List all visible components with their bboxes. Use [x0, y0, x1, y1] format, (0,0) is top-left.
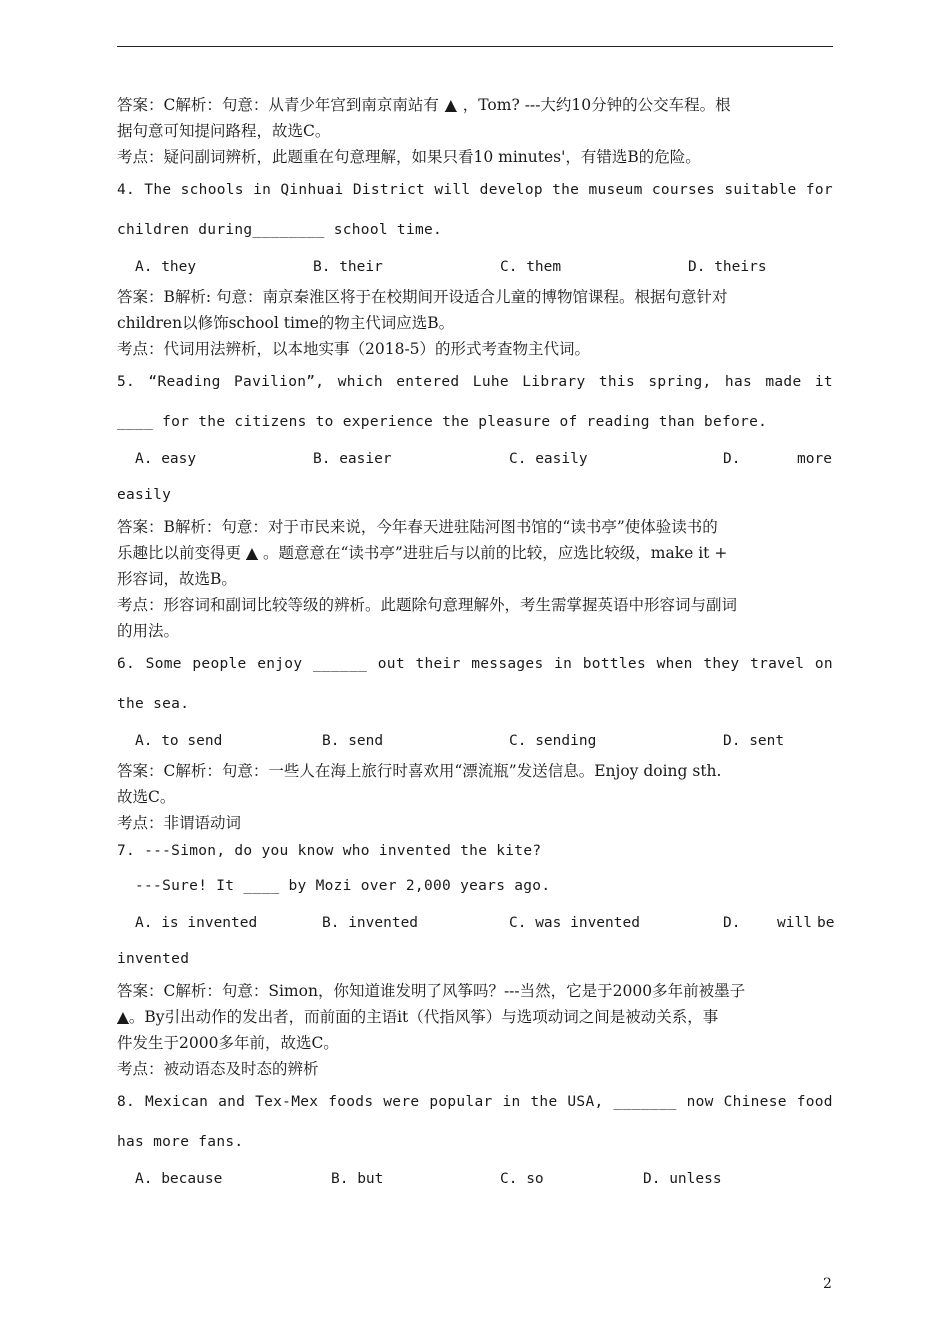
- question-7-line2: ---Sure! It ____ by Mozi over 2,000 years ago.: [135, 878, 551, 894]
- question-word: were: [383, 1094, 420, 1110]
- question-8-options: [117, 1162, 833, 1196]
- answer-7: 答案：C解析：句意：Simon，你知道谁发明了风筝吗？---当然，它是于2000多年前被墨子: [117, 982, 746, 1000]
- question-word: and: [218, 1094, 246, 1110]
- question-word: spring,: [648, 374, 712, 390]
- answer-text: 。By引出动作的发出者，而前面的主语it（代指风筝）与选项动词之间是被动关系，事: [128, 1008, 719, 1026]
- blank-triangle: ▲: [246, 544, 258, 562]
- question-word: The: [144, 182, 172, 198]
- question-word: will: [434, 182, 471, 198]
- question-word: Luhe: [472, 374, 509, 390]
- question-5-line1: [117, 362, 833, 402]
- blank-triangle: ▲: [117, 1008, 129, 1026]
- question-word: bottles: [582, 656, 646, 672]
- question-word: now: [686, 1094, 714, 1110]
- question-word: Qinhuai: [280, 182, 344, 198]
- question-word: popular: [429, 1094, 493, 1110]
- answer-text: ，Tom? ---大约10分钟的公交车程。根: [462, 96, 731, 114]
- answer-4: 答案：B解析: 句意：南京秦淮区将于在校期间开设适合儿童的博物馆课程。根据句意针对: [117, 288, 728, 306]
- option-c: C. easily: [509, 451, 588, 467]
- question-word: Tex-Mex: [255, 1094, 319, 1110]
- header-rule: [117, 46, 833, 47]
- answer-text: [117, 1004, 833, 1030]
- question-word: museum: [588, 182, 643, 198]
- key-point-5: 考点：形容词和副词比较等级的辨析。此题除句意理解外，考生需掌握英语中形容词与副词: [117, 596, 738, 614]
- option-d-text: will: [777, 915, 812, 931]
- question-word: Chinese: [723, 1094, 787, 1110]
- option-d: D.: [723, 915, 741, 931]
- answer-3: [117, 92, 833, 118]
- question-7-options: [117, 906, 833, 940]
- option-b: B. but: [331, 1171, 384, 1187]
- question-word: on: [814, 656, 833, 672]
- question-word: in: [502, 1094, 521, 1110]
- question-word: ______: [312, 656, 368, 672]
- question-word: their: [415, 656, 461, 672]
- question-word: 6.: [117, 656, 136, 672]
- question-word: USA,: [567, 1094, 604, 1110]
- question-word: the: [530, 1094, 558, 1110]
- question-word: suitable: [724, 182, 797, 198]
- question-6-line2: the sea.: [117, 696, 190, 712]
- answer-text: 故选C。: [117, 788, 176, 806]
- option-d-text: be: [817, 915, 835, 931]
- option-b: B. invented: [322, 915, 419, 931]
- question-word: enjoy: [257, 656, 303, 672]
- question-word: for: [805, 182, 833, 198]
- option-c: C. them: [500, 259, 562, 275]
- question-word: in: [253, 182, 272, 198]
- question-word: develop: [479, 182, 543, 198]
- question-word: District: [352, 182, 426, 198]
- question-word: _______: [613, 1094, 677, 1110]
- answer-text: [117, 540, 833, 566]
- option-d: D. theirs: [688, 259, 767, 275]
- option-d-wrap: invented: [117, 951, 190, 967]
- question-8-line1: [117, 1082, 833, 1122]
- question-7-line1: 7. ---Simon, do you know who invented the kite?: [117, 843, 542, 859]
- answer-text: 答案：C解析：句意：从青少年宫到南京南站有: [117, 96, 439, 114]
- question-word: they: [703, 656, 740, 672]
- answer-5: 答案：B解析：句意：对于市民来说，今年春天进驻陆河图书馆的“读书亭”使体验读书的: [117, 518, 718, 536]
- option-a: A. is invented: [135, 915, 258, 931]
- question-5-options: [117, 442, 833, 476]
- key-point-4: 考点：代词用法辨析，以本地实事（2018-5）的形式考查物主代词。: [117, 340, 591, 358]
- answer-6: 答案：C解析：句意：一些人在海上旅行时喜欢用“漂流瓶”发送信息。Enjoy doing sth.: [117, 762, 722, 780]
- question-word: it: [814, 374, 833, 390]
- question-word: messages: [471, 656, 544, 672]
- option-d: D. unless: [643, 1171, 722, 1187]
- question-word: foods: [328, 1094, 374, 1110]
- question-5-line2: ____ for the citizens to experience the pleasure of reading than before.: [117, 414, 768, 430]
- question-word: entered: [396, 374, 460, 390]
- option-a: A. they: [135, 259, 197, 275]
- answer-text: 乐趣比以前变得更: [117, 544, 242, 562]
- question-word: food: [796, 1094, 833, 1110]
- question-8-line2: has more fans.: [117, 1134, 244, 1150]
- answer-text: children以修饰school time的物主代词应选B。: [117, 314, 455, 332]
- option-a: A. to send: [135, 733, 223, 749]
- question-6-options: [117, 724, 833, 758]
- question-word: this: [598, 374, 635, 390]
- question-word: “Reading: [148, 374, 221, 390]
- option-d-wrap: easily: [117, 487, 172, 503]
- document-body: [117, 92, 833, 1196]
- option-d: D.: [723, 451, 741, 467]
- question-word: 8.: [117, 1094, 136, 1110]
- key-point-7: 考点：被动语态及时态的辨析: [117, 1060, 319, 1078]
- option-b: B. easier: [313, 451, 392, 467]
- option-c: C. sending: [509, 733, 597, 749]
- question-word: in: [554, 656, 573, 672]
- question-word: out: [377, 656, 405, 672]
- question-word: courses: [651, 182, 716, 198]
- question-4-line1: [117, 170, 833, 210]
- question-word: which: [337, 374, 383, 390]
- question-word: people: [192, 656, 247, 672]
- option-d: D. sent: [723, 733, 785, 749]
- question-word: schools: [180, 182, 244, 198]
- question-word: 5.: [117, 374, 136, 390]
- option-d-text: more: [797, 451, 832, 467]
- key-point-3: 考点：疑问副词辨析，此题重在句意理解，如果只看10 minutes'，有错选B的危险。: [117, 148, 701, 166]
- question-6-line1: [117, 644, 833, 684]
- question-word: Mexican: [144, 1094, 209, 1110]
- question-word: Some: [145, 656, 182, 672]
- option-c: C. so: [500, 1171, 544, 1187]
- option-a: A. easy: [135, 451, 197, 467]
- question-word: when: [656, 656, 693, 672]
- question-word: has: [724, 374, 753, 390]
- key-point-6: 考点：非谓语动词: [117, 814, 242, 832]
- answer-text: 形容词，故选B。: [117, 570, 237, 588]
- question-word: made: [765, 374, 802, 390]
- blank-triangle: ▲: [444, 96, 457, 114]
- answer-text: 据句意可知提问路程，故选C。: [117, 122, 331, 140]
- answer-text: 。题意意在“读书亭”进驻后与以前的比较，应选比较级，make it +: [262, 544, 728, 562]
- answer-text: 件发生于2000多年前，故选C。: [117, 1034, 339, 1052]
- option-b: B. send: [322, 733, 384, 749]
- page-number: 2: [823, 1276, 832, 1292]
- question-word: 4.: [117, 182, 136, 198]
- question-word: Library: [522, 374, 586, 390]
- question-word: Pavilion”,: [234, 374, 325, 390]
- option-b: B. their: [313, 259, 383, 275]
- question-word: the: [552, 182, 580, 198]
- key-point-text: 的用法。: [117, 622, 180, 640]
- question-4-line2: children during________ school time.: [117, 222, 443, 238]
- question-word: travel: [750, 656, 805, 672]
- option-a: A. because: [135, 1171, 223, 1187]
- option-c: C. was invented: [509, 915, 640, 931]
- question-4-options: [117, 250, 833, 284]
